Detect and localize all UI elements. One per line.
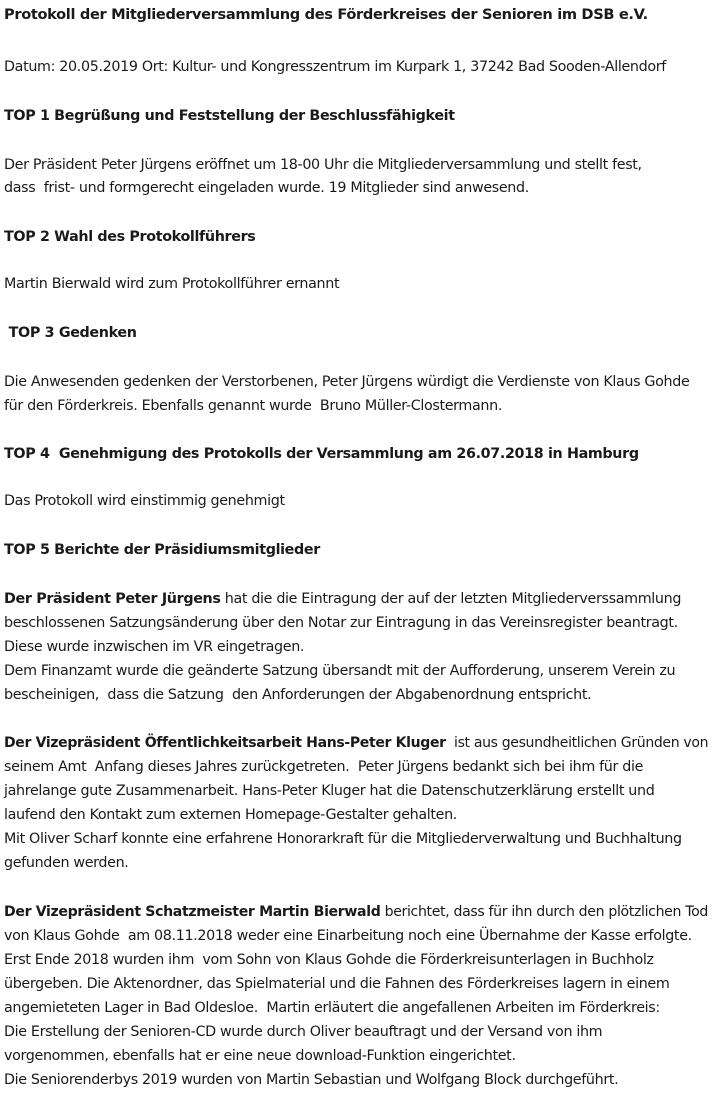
report-treasurer-line: angemieteten Lager in Bad Oldesloe. Martin erläutert die angefallenen Arbeiten im Förderkreis:	[4, 1000, 660, 1016]
top3-line: Die Anwesenden gedenken der Verstorbenen, Peter Jürgens würdigt die Verdienste von Klaus Gohde	[4, 374, 690, 390]
report-president-rest: hat die die Eintragung der auf der letzten Mitgliederverssammlung	[220, 591, 682, 607]
top2-heading: TOP 2 Wahl des Protokollführers	[4, 229, 256, 245]
report-treasurer-line: übergeben. Die Aktenordner, das Spielmaterial und die Fahnen des Förderkreises lagern in einem	[4, 976, 670, 992]
top4-heading: TOP 4 Genehmigung des Protokolls der Versammlung am 26.07.2018 in Hamburg	[4, 446, 639, 462]
top5-heading: TOP 5 Berichte der Präsidiumsmitglieder	[4, 542, 320, 558]
report-pr-line: gefunden werden.	[4, 855, 129, 871]
top2-line: Martin Bierwald wird zum Protokollführer ernannt	[4, 276, 340, 292]
report-president-first-line	[4, 589, 681, 609]
report-president-line: Diese wurde inzwischen im VR eingetragen.	[4, 639, 305, 655]
top1-line: dass frist- und formgerecht eingeladen wurde. 19 Mitglieder sind anwesend.	[4, 180, 529, 196]
top3-line: für den Förderkreis. Ebenfalls genannt wurde Bruno Müller-Clostermann.	[4, 398, 503, 414]
report-president-lead: Der Präsident Peter Jürgens	[4, 591, 221, 607]
top3-heading: TOP 3 Gedenken	[4, 325, 137, 341]
top1-line: Der Präsident Peter Jürgens eröffnet um 18-00 Uhr die Mitgliederversammlung und stellt fest,	[4, 157, 642, 173]
report-treasurer-line: von Klaus Gohde am 08.11.2018 weder eine Einarbeitung noch eine Übernahme der Kasse erfolgte.	[4, 928, 692, 944]
report-treasurer-rest: berichtet, dass für ihn durch den plötzlichen Tod	[380, 904, 708, 920]
top1-heading: TOP 1 Begrüßung und Feststellung der Beschlussfähigkeit	[4, 108, 455, 124]
report-pr-line: laufend den Kontakt zum externen Homepage-Gestalter gehalten.	[4, 807, 458, 823]
report-treasurer-line: Erst Ende 2018 wurden ihm vom Sohn von Klaus Gohde die Förderkreisunterlagen in Buchholz	[4, 952, 654, 968]
report-treasurer-line: Die Seniorenderbys 2019 wurden von Martin Sebastian und Wolfgang Block durchgeführt.	[4, 1072, 619, 1088]
top4-line: Das Protokoll wird einstimmig genehmigt	[4, 493, 285, 509]
report-treasurer-lead: Der Vizepräsident Schatzmeister Martin Bierwald	[4, 904, 381, 920]
document-title: Protokoll der Mitgliederversammlung des Förderkreises der Senioren im DSB e.V.	[4, 6, 648, 23]
report-pr-first-line	[4, 733, 708, 753]
report-president-line: beschlossenen Satzungsänderung über den Notar zur Eintragung in das Vereinsregister beantragt.	[4, 615, 678, 631]
report-treasurer-line: vorgenommen, ebenfalls hat er eine neue download-Funktion eingerichtet.	[4, 1048, 516, 1064]
report-pr-lead: Der Vizepräsident Öffentlichkeitsarbeit Hans-Peter Kluger	[4, 735, 446, 751]
report-pr-line: Mit Oliver Scharf konnte eine erfahrene Honorarkraft für die Mitgliederverwaltung und Buchhaltung	[4, 831, 682, 847]
report-pr-line: seinem Amt Anfang dieses Jahres zurückgetreten. Peter Jürgens bedankt sich bei ihm für die	[4, 759, 644, 775]
report-pr-line: jahrelange gute Zusammenarbeit. Hans-Peter Kluger hat die Datenschutzerklärung erstellt und	[4, 783, 655, 799]
report-pr-rest: ist aus gesundheitlichen Gründen von	[445, 735, 709, 751]
report-treasurer-line: Die Erstellung der Senioren-CD wurde durch Oliver beauftragt und der Versand von ihm	[4, 1024, 603, 1040]
report-treasurer-first-line	[4, 902, 708, 922]
meeting-date-location: Datum: 20.05.2019 Ort: Kultur- und Kongresszentrum im Kurpark 1, 37242 Bad Sooden-Allendorf	[4, 59, 666, 75]
report-president-line: bescheinigen, dass die Satzung den Anforderungen der Abgabenordnung entspricht.	[4, 687, 592, 703]
report-president-line: Dem Finanzamt wurde die geänderte Satzung übersandt mit der Aufforderung, unserem Verein zu	[4, 663, 676, 679]
